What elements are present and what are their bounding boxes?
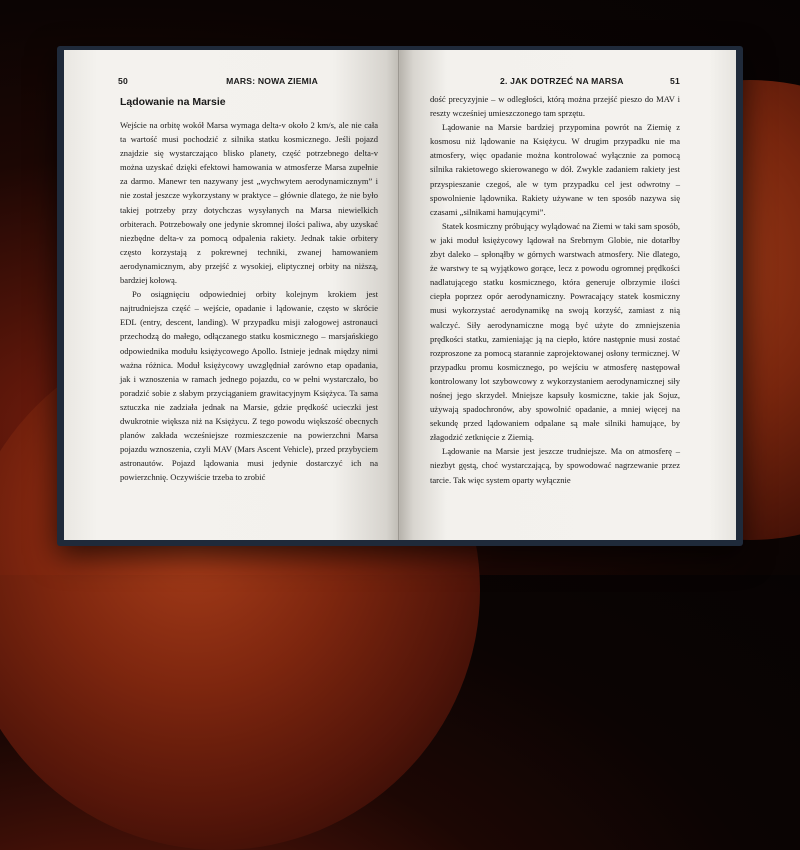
section-title: Lądowanie na Marsie [120,96,226,108]
paragraph: Lądowanie na Marsie jest jeszcze trudniejsze. Ma on atmosferę – niezbyt gęstą, choć wystarczającą, by spowodować nagrzewanie przez tarcie. Tak więc system oparty wyłącznie [430,446,680,485]
left-page [64,50,400,540]
left-page-header [118,76,378,86]
paragraph: dość precyzyjnie – w odległości, którą można przejść pieszo do MAV i reszty wcześniej umieszczonego tam sprzętu. [430,94,680,119]
running-title-right: 2. JAK DOTRZEĆ NA MARSA [500,76,624,86]
right-page-header [430,76,680,86]
paragraph: Statek kosmiczny próbujący wylądować na Ziemi w taki sam sposób, w jaki moduł księżycowy lądował na Srebrnym Globie, nie dotarłby zbyt daleko – spłonąłby w górnych warstwach atmosfery. Nie dlatego, że warstwy te są wyjątkowo gorące, lecz z powodu ogromnej prędkości nadlatującego statku kosmicznego, która generuje olbrzymie ilości ciepła poprzez opór aerodynamiczny. Powracający statek kosmiczny musi wykorzystać aerodynamikę na swoją korzyść, zamiast z nią walczyć. Siły aerodynamiczne mogą być użyte do zmniejszenia prędkości statku, zamieniając ją na ciepło, które następnie musi zostać rozproszone za pomocą starannie zaprojektowanej osłony termicznej. W przypadku promu kosmicznego, po wejściu w atmosferę następował kontrolowany lot szybowcowy z wykorzystaniem aerodynamicznej siły nośnej jego skrzydeł. Mniejsze kapsuły kosmiczne, takie jak Sojuz, używają spadochronów, aby spowolnić opadanie, a mniej więcej na sekundę przed lądowaniem odpalane są małe silniki hamujące, by złagodzić zetknięcie z Ziemią. [430,220,680,443]
paragraph: Po osiągnięciu odpowiedniej orbity kolejnym krokiem jest najtrudniejsza część – wejście, opadanie i lądowanie, często w skrócie EDL (entry, descent, landing). W przypadku misji załogowej astronauci przechodzą do małego, odłączanego statku kosmicznego – marsjańskiego odpowiednika modułu księżycowego Apollo. Istnieje jednak między nimi ważna różnica. Moduł księżycowy uwzględniał zarówno etap opadania, jak i wznoszenia w ramach jednego pojazdu, co w pełni wystarczało, bo poradzić sobie z słabym przyciąganiem grawitacyjnym Księżyca. Ta sama sztuczka nie zadziała jednak na Marsie, gdzie prędkość ucieczki jest dwukrotnie większa niż na Księżycu. Z tego powodu większość obecnych planów zakłada wcześniejsze rozmieszczenie na powierzchni Marsa pojazdu wznoszenia, czyli MAV (Mars Ascent Vehicle), przed przybyciem astronautów. Pojazd lądowania musi jedynie dostarczyć ich na powierzchnię. Oczywiście trzeba to zrobić [120,289,378,483]
page-number-right: 51 [670,76,680,86]
running-title-left: MARS: NOWA ZIEMIA [226,76,318,86]
paragraph: Wejście na orbitę wokół Marsa wymaga delta-v około 2 km/s, ale nie cała ta wartość musi pochodzić z silnika statku kosmicznego. Jeśli pojazd znajdzie się wystarczająco blisko planety, część potrzebnego delta-v można uzyskać dzięki efektowi hamowania w atmosferze Marsa zupełnie za darmo. Manewr ten nazywany jest „wychwytem aerodynamicznym” i nie został jeszcze wykorzystany w praktyce – głównie dlatego, że nie było takiej potrzeby przy dotychczas wysyłanych na Marsa niewielkich orbiterach. Potrzebowały one jedynie skromnej ilości paliwa, aby uzyskać niezbędne delta-v za pomocą odpalenia rakiety. Jednak takie orbitery często korzystają z pokrewnej techniki, zwanej hamowaniem aerodynamicznym, aby przejść z wysokiej, eliptycznej orbity na niższą, bardziej kołową. [120,120,378,286]
right-page [400,50,736,540]
page-number-left: 50 [118,76,128,86]
paragraph: Lądowanie na Marsie bardziej przypomina powrót na Ziemię z kosmosu niż lądowanie na Księżycu. W drugim przypadku nie ma atmosfery, więc opadanie można kontrolować wyłącznie za pomocą silnika rakietowego skierowanego w dół. Zwykle zadaniem rakiety jest przyspieszanie czegoś, ale w tym przypadku cel jest odwrotny – spowolnienie lądownika. Rakiety używane w ten sposób nazywa się czasami „silnikami hamującymi”. [430,122,680,217]
